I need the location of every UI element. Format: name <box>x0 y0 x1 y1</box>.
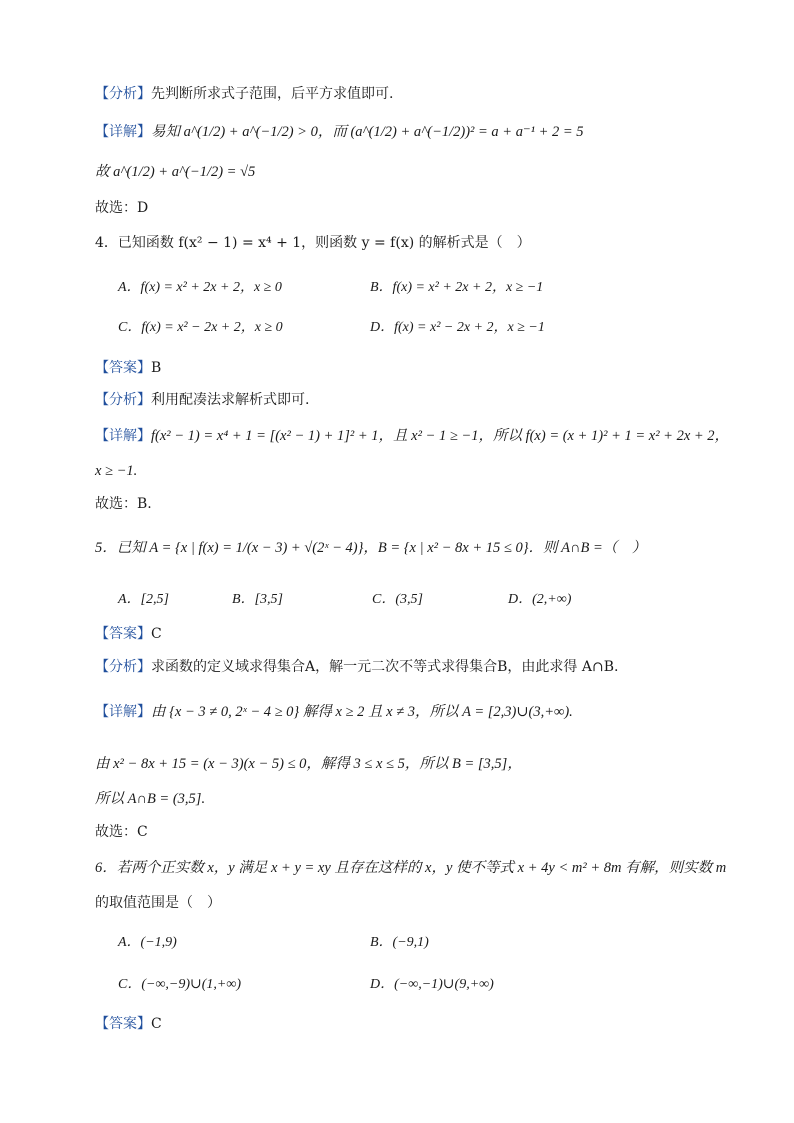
analysis-text: 利用配凑法求解析式即可. <box>151 392 310 408</box>
q4-option-a: A．f(x) = x² + 2x + 2，x ≥ 0 <box>118 280 282 295</box>
analysis-text: 求函数的定义域求得集合A，解一元二次不等式求得集合B，由此求得 A∩B. <box>151 659 619 675</box>
detail-5-cont <box>95 754 522 774</box>
choice-text: 故选：C <box>95 824 148 840</box>
detail-tag: 【详解】 <box>95 704 151 720</box>
answer-text: B <box>151 360 162 376</box>
question-6 <box>95 858 726 878</box>
detail-text: 由 {x − 3 ≠ 0, 2ˣ − 4 ≥ 0} 解得 x ≥ 2 且 x ≠ 3，所以 A = [2,3)∪(3,+∞). <box>151 704 573 720</box>
q6-option-b: B．(−9,1) <box>370 935 429 950</box>
conclusion-line <box>95 162 255 182</box>
analysis-tag: 【分析】 <box>95 86 151 102</box>
answer-text: C <box>151 626 162 642</box>
q6-option-a: A．(−1,9) <box>118 935 177 950</box>
answer-5 <box>95 624 162 644</box>
choice-5 <box>95 822 148 842</box>
q5-option-a: A．[2,5] <box>118 592 169 607</box>
question-4-text: 4．已知函数 f(x² − 1) = x⁴ + 1，则函数 y = f(x) 的解析式是（ ） <box>95 235 531 251</box>
q4-option-c: C．f(x) = x² − 2x + 2，x ≥ 0 <box>118 320 283 335</box>
choice-text: 故选：D <box>95 200 149 216</box>
answer-6 <box>95 1014 162 1034</box>
detail-text-cont: x ≥ −1. <box>95 463 138 479</box>
question-6-cont <box>95 893 221 913</box>
choice-4 <box>95 494 152 514</box>
conclusion-text: 故 a^(1/2) + a^(−1/2) = √5 <box>95 164 256 180</box>
q5-option-b: B．[3,5] <box>232 592 283 607</box>
answer-4 <box>95 358 161 378</box>
question-5 <box>95 538 646 558</box>
answer-text: C <box>151 1016 162 1032</box>
analysis-tag: 【分析】 <box>95 392 151 408</box>
detail-5-cont2 <box>95 789 205 809</box>
detail-tag: 【详解】 <box>95 428 151 444</box>
question-6-text: 6．若两个正实数 x，y 满足 x + y = xy 且存在这样的 x，y 使不等式 x + 4y < m² + 8m 有解，则实数 m <box>95 860 727 876</box>
q4-option-d: D．f(x) = x² − 2x + 2，x ≥ −1 <box>370 320 545 335</box>
analysis-text: 先判断所求式子范围，后平方求值即可. <box>151 86 394 102</box>
answer-tag: 【答案】 <box>95 1016 151 1032</box>
detail-4-cont <box>95 461 137 481</box>
analysis-tag: 【分析】 <box>95 659 151 675</box>
detail-tag: 【详解】 <box>95 124 151 140</box>
q6-option-c: C．(−∞,−9)∪(1,+∞) <box>118 977 242 992</box>
detail-text-cont: 由 x² − 8x + 15 = (x − 3)(x − 5) ≤ 0，解得 3 ≤ x ≤ 5，所以 B = [3,5]， <box>95 756 522 772</box>
question-6-text-cont: 的取值范围是（ ） <box>95 895 221 911</box>
q5-option-d: D．(2,+∞) <box>508 592 572 607</box>
choice-line <box>95 198 148 218</box>
detail-5 <box>95 702 573 722</box>
answer-tag: 【答案】 <box>95 360 151 376</box>
detail-text: f(x² − 1) = x⁴ + 1 = [(x² − 1) + 1]² + 1，且 x² − 1 ≥ −1，所以 f(x) = (x + 1)² + 1 = x² + 2x + 2， <box>151 428 730 444</box>
q4-option-b: B．f(x) = x² + 2x + 2，x ≥ −1 <box>370 280 544 295</box>
q6-option-d: D．(−∞,−1)∪(9,+∞) <box>370 977 494 992</box>
question-4 <box>95 233 531 253</box>
choice-text: 故选：B. <box>95 496 152 512</box>
q5-option-c: C．(3,5] <box>372 592 423 607</box>
question-5-text: 5．已知 A = {x | f(x) = 1/(x − 3) + √(2ˣ − 4)}，B = {x | x² − 8x + 15 ≤ 0}．则 A∩B =（ ） <box>95 540 647 556</box>
analysis-4 <box>95 390 309 410</box>
analysis-line <box>95 84 393 104</box>
answer-tag: 【答案】 <box>95 626 151 642</box>
detail-line <box>95 122 584 142</box>
analysis-5 <box>95 657 618 677</box>
detail-text-cont2: 所以 A∩B = (3,5]. <box>95 791 206 807</box>
detail-text: 易知 a^(1/2) + a^(−1/2) > 0，而 (a^(1/2) + a^(−1/2))² = a + a⁻¹ + 2 = 5 <box>151 124 584 140</box>
detail-4 <box>95 426 729 446</box>
